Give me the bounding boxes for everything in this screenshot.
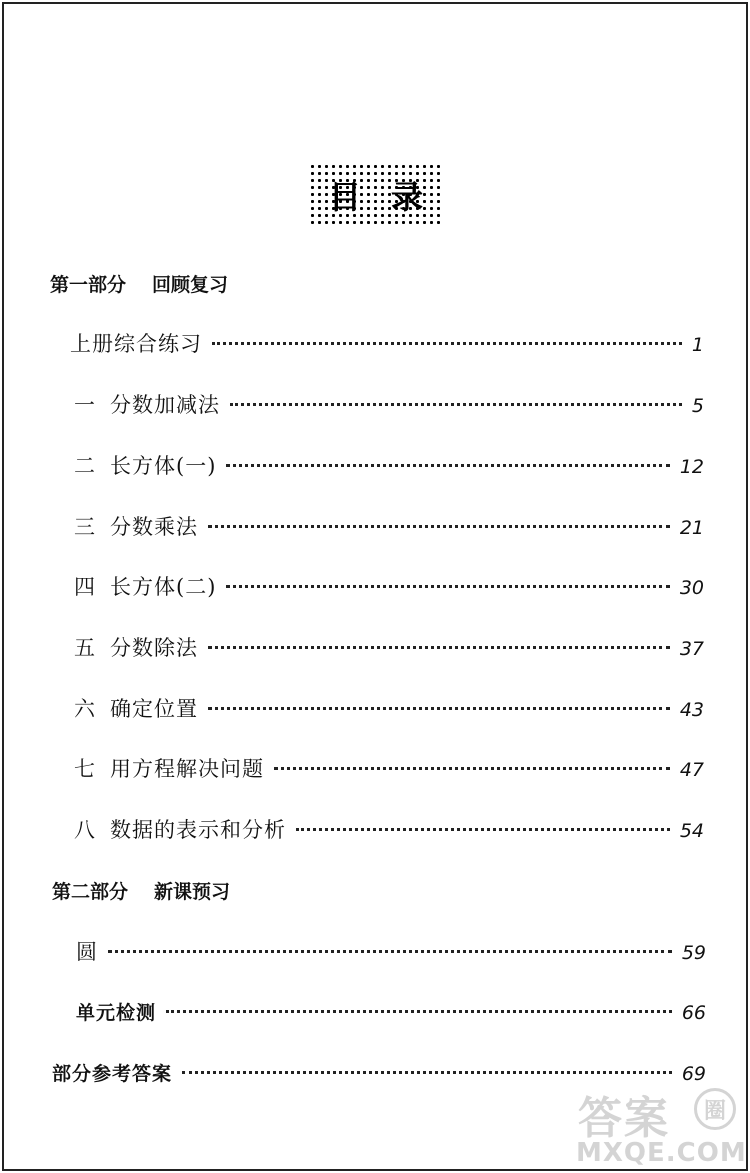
toc-entry-chapter-3[interactable] bbox=[74, 511, 704, 541]
page-number: 5 bbox=[691, 395, 704, 417]
dot-leader bbox=[230, 403, 682, 406]
toc-entry-chapter-2[interactable] bbox=[74, 450, 704, 480]
chapter-number: 六 bbox=[74, 697, 95, 721]
toc-entry-unit-test[interactable] bbox=[76, 998, 706, 1025]
entry-label: 部分参考答案 bbox=[52, 1063, 173, 1085]
page-number: 30 bbox=[679, 577, 704, 599]
chapter-number: 二 bbox=[74, 454, 95, 478]
dot-leader bbox=[208, 646, 670, 649]
page-number: 12 bbox=[679, 456, 704, 478]
page-number: 1 bbox=[691, 334, 704, 356]
chapter-number: 五 bbox=[74, 636, 95, 660]
part1-label: 第一部分 bbox=[50, 274, 127, 296]
toc-title bbox=[309, 163, 443, 227]
entry-label: 用方程解决问题 bbox=[110, 757, 264, 781]
entry-label: 长方体(二) bbox=[110, 575, 217, 599]
toc-entry-chapter-6[interactable] bbox=[74, 693, 704, 723]
page-number: 43 bbox=[679, 699, 704, 721]
toc-entry-answers[interactable] bbox=[52, 1059, 706, 1086]
page-number: 21 bbox=[679, 517, 704, 539]
chapter-number: 八 bbox=[74, 818, 95, 842]
watermark-badge: 圈 bbox=[694, 1088, 736, 1130]
title-char-1: 目 bbox=[328, 178, 361, 216]
watermark-url: MXQE.COM bbox=[576, 1138, 747, 1168]
entry-label: 单元检测 bbox=[76, 1002, 157, 1024]
toc-entry-chapter-4[interactable] bbox=[74, 571, 704, 601]
part1-name: 回顾复习 bbox=[152, 274, 229, 296]
entry-label: 确定位置 bbox=[110, 697, 198, 721]
page-number: 66 bbox=[681, 1002, 706, 1024]
dot-leader bbox=[182, 1071, 672, 1074]
watermark bbox=[570, 1082, 745, 1168]
part2-heading bbox=[52, 877, 230, 904]
dot-leader bbox=[296, 828, 670, 831]
page-number: 47 bbox=[679, 759, 704, 781]
chapter-number: 三 bbox=[74, 515, 95, 539]
entry-label: 数据的表示和分析 bbox=[110, 818, 286, 842]
entry-label: 分数除法 bbox=[110, 636, 198, 660]
chapter-number: 一 bbox=[74, 393, 95, 417]
toc-entry-chapter-5[interactable] bbox=[74, 632, 704, 662]
toc-entry-circle[interactable] bbox=[76, 936, 706, 966]
toc-entry-chapter-1[interactable] bbox=[74, 389, 704, 419]
toc-entry-chapter-8[interactable] bbox=[74, 814, 704, 844]
entry-label: 圆 bbox=[76, 940, 98, 964]
page-number: 37 bbox=[679, 638, 704, 660]
toc-entry-review[interactable] bbox=[70, 328, 704, 358]
page-number: 69 bbox=[681, 1063, 706, 1085]
dot-leader bbox=[108, 950, 672, 953]
title-char-2: 录 bbox=[391, 178, 424, 216]
dot-leader bbox=[226, 585, 669, 588]
watermark-text: 答案 bbox=[578, 1093, 670, 1144]
dot-leader bbox=[226, 464, 669, 467]
entry-label: 上册综合练习 bbox=[70, 332, 202, 356]
chapter-number: 四 bbox=[74, 575, 95, 599]
dot-leader bbox=[208, 525, 670, 528]
dot-leader bbox=[166, 1010, 672, 1013]
page-number: 54 bbox=[679, 820, 704, 842]
page-number: 59 bbox=[681, 942, 706, 964]
entry-label: 分数乘法 bbox=[110, 515, 198, 539]
dot-leader bbox=[208, 707, 670, 710]
toc-entry-chapter-7[interactable] bbox=[74, 753, 704, 783]
part2-name: 新课预习 bbox=[154, 881, 231, 903]
entry-label: 长方体(一) bbox=[110, 454, 217, 478]
part1-heading bbox=[50, 270, 228, 297]
chapter-number: 七 bbox=[74, 757, 95, 781]
dot-leader bbox=[274, 767, 670, 770]
entry-label: 分数加减法 bbox=[110, 393, 220, 417]
part2-label: 第二部分 bbox=[52, 881, 129, 903]
dot-leader bbox=[212, 342, 682, 345]
